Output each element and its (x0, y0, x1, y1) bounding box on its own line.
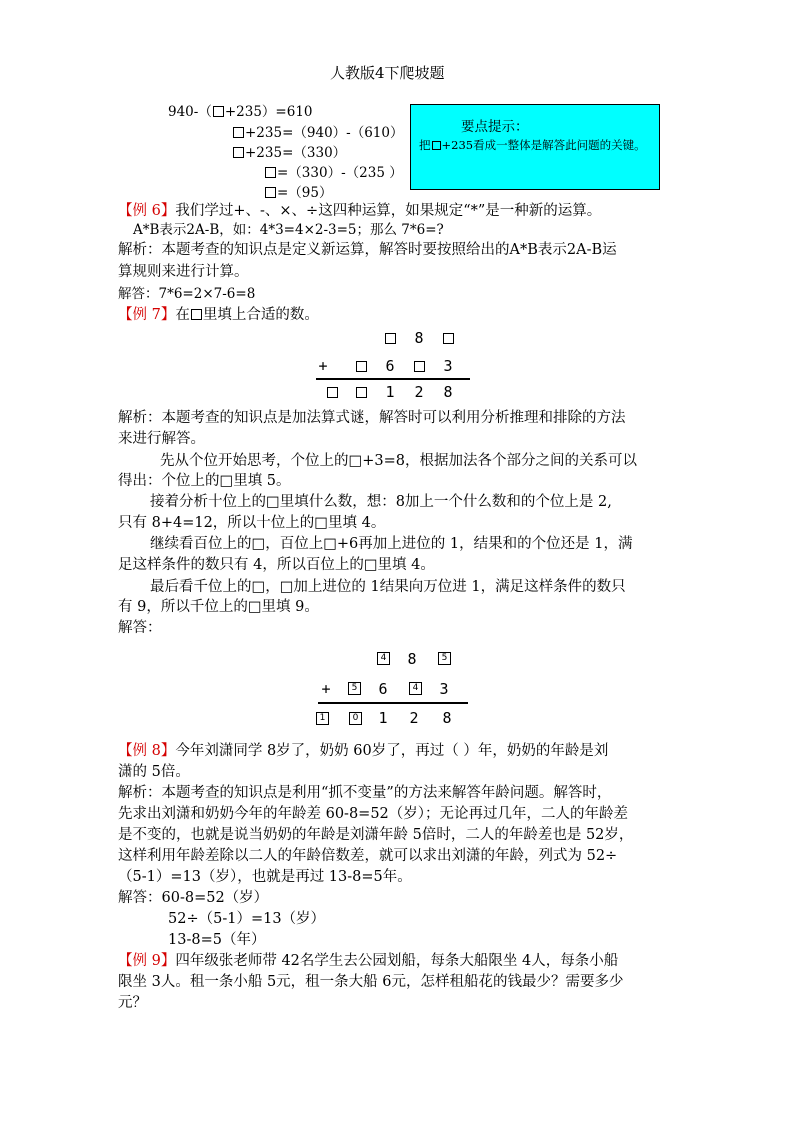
blank-box-icon (233, 127, 244, 138)
blank-box-icon (233, 147, 244, 158)
digit: 1 (385, 383, 395, 401)
equation-line-4 (264, 161, 403, 181)
ex7-answer-label: 解答： (118, 620, 162, 636)
digit: 8 (443, 383, 453, 401)
ex6-question (118, 202, 601, 220)
blank-box-icon (385, 333, 396, 344)
ex8-analysis-4: 这样利用年龄差除以二人的年龄倍数差，就可以求出刘潇的年龄，列式为 52÷ (118, 848, 618, 864)
digit: 2 (414, 383, 424, 401)
ex6-question-text: 我们学过+、-、×、÷这四种运算，如果规定“*”是一种新的运算。 (175, 203, 602, 219)
plus-sign: + (318, 357, 328, 375)
ex6-analysis-1: 解析：本题考查的知识点是定义新运算，解答时要按照给出的A*B表示2A-B运 (118, 242, 617, 258)
ex7-analysis-1: 解析：本题考查的知识点是加法算式谜，解答时可以利用分析推理和排除的方法 (118, 410, 626, 426)
blank-box-icon (414, 361, 425, 372)
digit: 3 (443, 357, 453, 375)
ex8-question-2: 潇的 5倍。 (118, 764, 190, 780)
ex6-answer: 解答：7*6=2×7-6=8 (118, 286, 256, 302)
ex8-analysis-1: 解析：本题考查的知识点是利用“抓不变量”的方法来解答年龄问题。解答时， (118, 785, 612, 801)
ex9-label: 【例 9】 (118, 953, 176, 969)
ex7-analysis-2: 来进行解答。 (118, 431, 205, 447)
ex7-analysis-5: 接着分析十位上的□里填什么数，想：8加上一个什么数和的个位上是 2, (150, 494, 612, 510)
hint-text-pre: 把 (419, 138, 431, 152)
ex9-question-1 (118, 952, 618, 970)
ex7-analysis-6: 只有 8+4=12，所以十位上的□里填 4。 (118, 515, 386, 531)
blank-box-icon (356, 361, 367, 372)
ex7-analysis-3: 先从个位开始思考，个位上的□+3=8，根据加法各个部分之间的关系可以 (160, 453, 637, 469)
ex7-q-post: 里填上合适的数。 (202, 307, 319, 323)
filled-digit-box: 5 (438, 652, 451, 665)
blank-box-icon (213, 106, 224, 117)
hint-title: 要点提示： (461, 119, 529, 135)
filled-digit-box: 1 (316, 712, 329, 725)
hint-box (410, 104, 660, 190)
ex9-question-3: 元？ (118, 995, 147, 1011)
sum-line (318, 702, 468, 704)
ex8-answer-1: 解答：60-8=52（岁） (118, 890, 269, 906)
filled-digit-box: 0 (349, 712, 362, 725)
ex8-label: 【例 8】 (118, 743, 176, 759)
page-title: 人教版4下爬坡题 (330, 64, 445, 82)
digit: 8 (442, 709, 452, 727)
equation-line-3 (232, 141, 346, 161)
ex7-analysis-9: 最后看千位上的□，□加上进位的 1结果向万位进 1，满足这样条件的数只 (150, 579, 626, 595)
blank-box-icon (265, 187, 276, 198)
hint-text-post: +235看成一整体是解答此问题的关键。 (441, 138, 646, 152)
equation-line-2 (232, 121, 404, 141)
blank-box-icon (265, 167, 276, 178)
equation-text: +235=（940）-（610） (245, 125, 404, 141)
ex9-question-2: 限坐 3人。租一条小船 5元，租一条大船 6元，怎样租船花的钱最少？需要多少 (118, 974, 624, 990)
hint-text (419, 137, 646, 153)
ex9-question-text: 四年级张老师带 42名学生去公园划船，每条大船限坐 4人，每条小船 (175, 953, 619, 969)
blank-box-icon (432, 141, 441, 150)
ex7-analysis-10: 有 9，所以千位上的□里填 9。 (118, 599, 319, 615)
digit: 8 (414, 329, 424, 347)
ex6-label: 【例 6】 (118, 203, 176, 219)
filled-digit-box: 4 (377, 652, 390, 665)
digit: 6 (378, 680, 388, 698)
ex8-analysis-3: 是不变的，也就是说当奶奶的年龄是刘潇年龄 5倍时，二人的年龄差也是 52岁， (118, 827, 634, 843)
ex6-question-2: A*B表示2A-B，如：4*3=4×2-3=5；那么 7*6=? (133, 222, 444, 238)
equation-text: =（330）-（235 ） (277, 165, 403, 181)
digit: 8 (407, 650, 417, 668)
sum-line (316, 378, 470, 380)
filled-digit-box: 4 (409, 682, 422, 695)
ex8-analysis-5: （5-1）=13（岁），也就是再过 13-8=5年。 (118, 869, 412, 885)
blank-box-icon (443, 333, 454, 344)
blank-box-icon (191, 309, 202, 320)
digit: 1 (378, 709, 388, 727)
ex6-analysis-2: 算规则来进行计算。 (118, 264, 249, 280)
digit: 2 (409, 709, 419, 727)
ex8-question-1 (118, 742, 608, 760)
ex7-label: 【例 7】 (118, 307, 176, 323)
ex7-analysis-7: 继续看百位上的□，百位上□+6再加上进位的 1，结果和的个位还是 1，满 (150, 536, 633, 552)
digit: 6 (385, 357, 395, 375)
equation-text: +235=（330） (245, 145, 347, 161)
equation-line-1 (168, 100, 313, 120)
ex7-question (118, 306, 319, 324)
ex8-answer-3: 13-8=5（年） (168, 932, 266, 948)
equation-text: =（95） (277, 185, 333, 201)
ex8-answer-2: 52÷（5-1）=13（岁） (168, 911, 326, 927)
digit: 3 (439, 680, 449, 698)
ex7-q-pre: 在 (175, 307, 190, 323)
blank-box-icon (356, 387, 367, 398)
equation-line-5 (264, 181, 333, 201)
equation-text: 940-（ (168, 104, 212, 120)
equation-text: +235）=610 (224, 104, 313, 120)
plus-sign: + (321, 680, 331, 698)
blank-box-icon (327, 387, 338, 398)
filled-digit-box: 5 (348, 682, 361, 695)
ex7-analysis-8: 足这样条件的数只有 4，所以百位上的□里填 4。 (118, 557, 435, 573)
ex8-question-text: 今年刘潇同学 8岁了，奶奶 60岁了，再过（ ）年，奶奶的年龄是刘 (175, 743, 609, 759)
ex8-analysis-2: 先求出刘潇和奶奶今年的年龄差 60-8=52（岁）；无论再过几年，二人的年龄差 (118, 806, 629, 822)
ex7-analysis-4: 得出：个位上的□里填 5。 (118, 473, 291, 489)
